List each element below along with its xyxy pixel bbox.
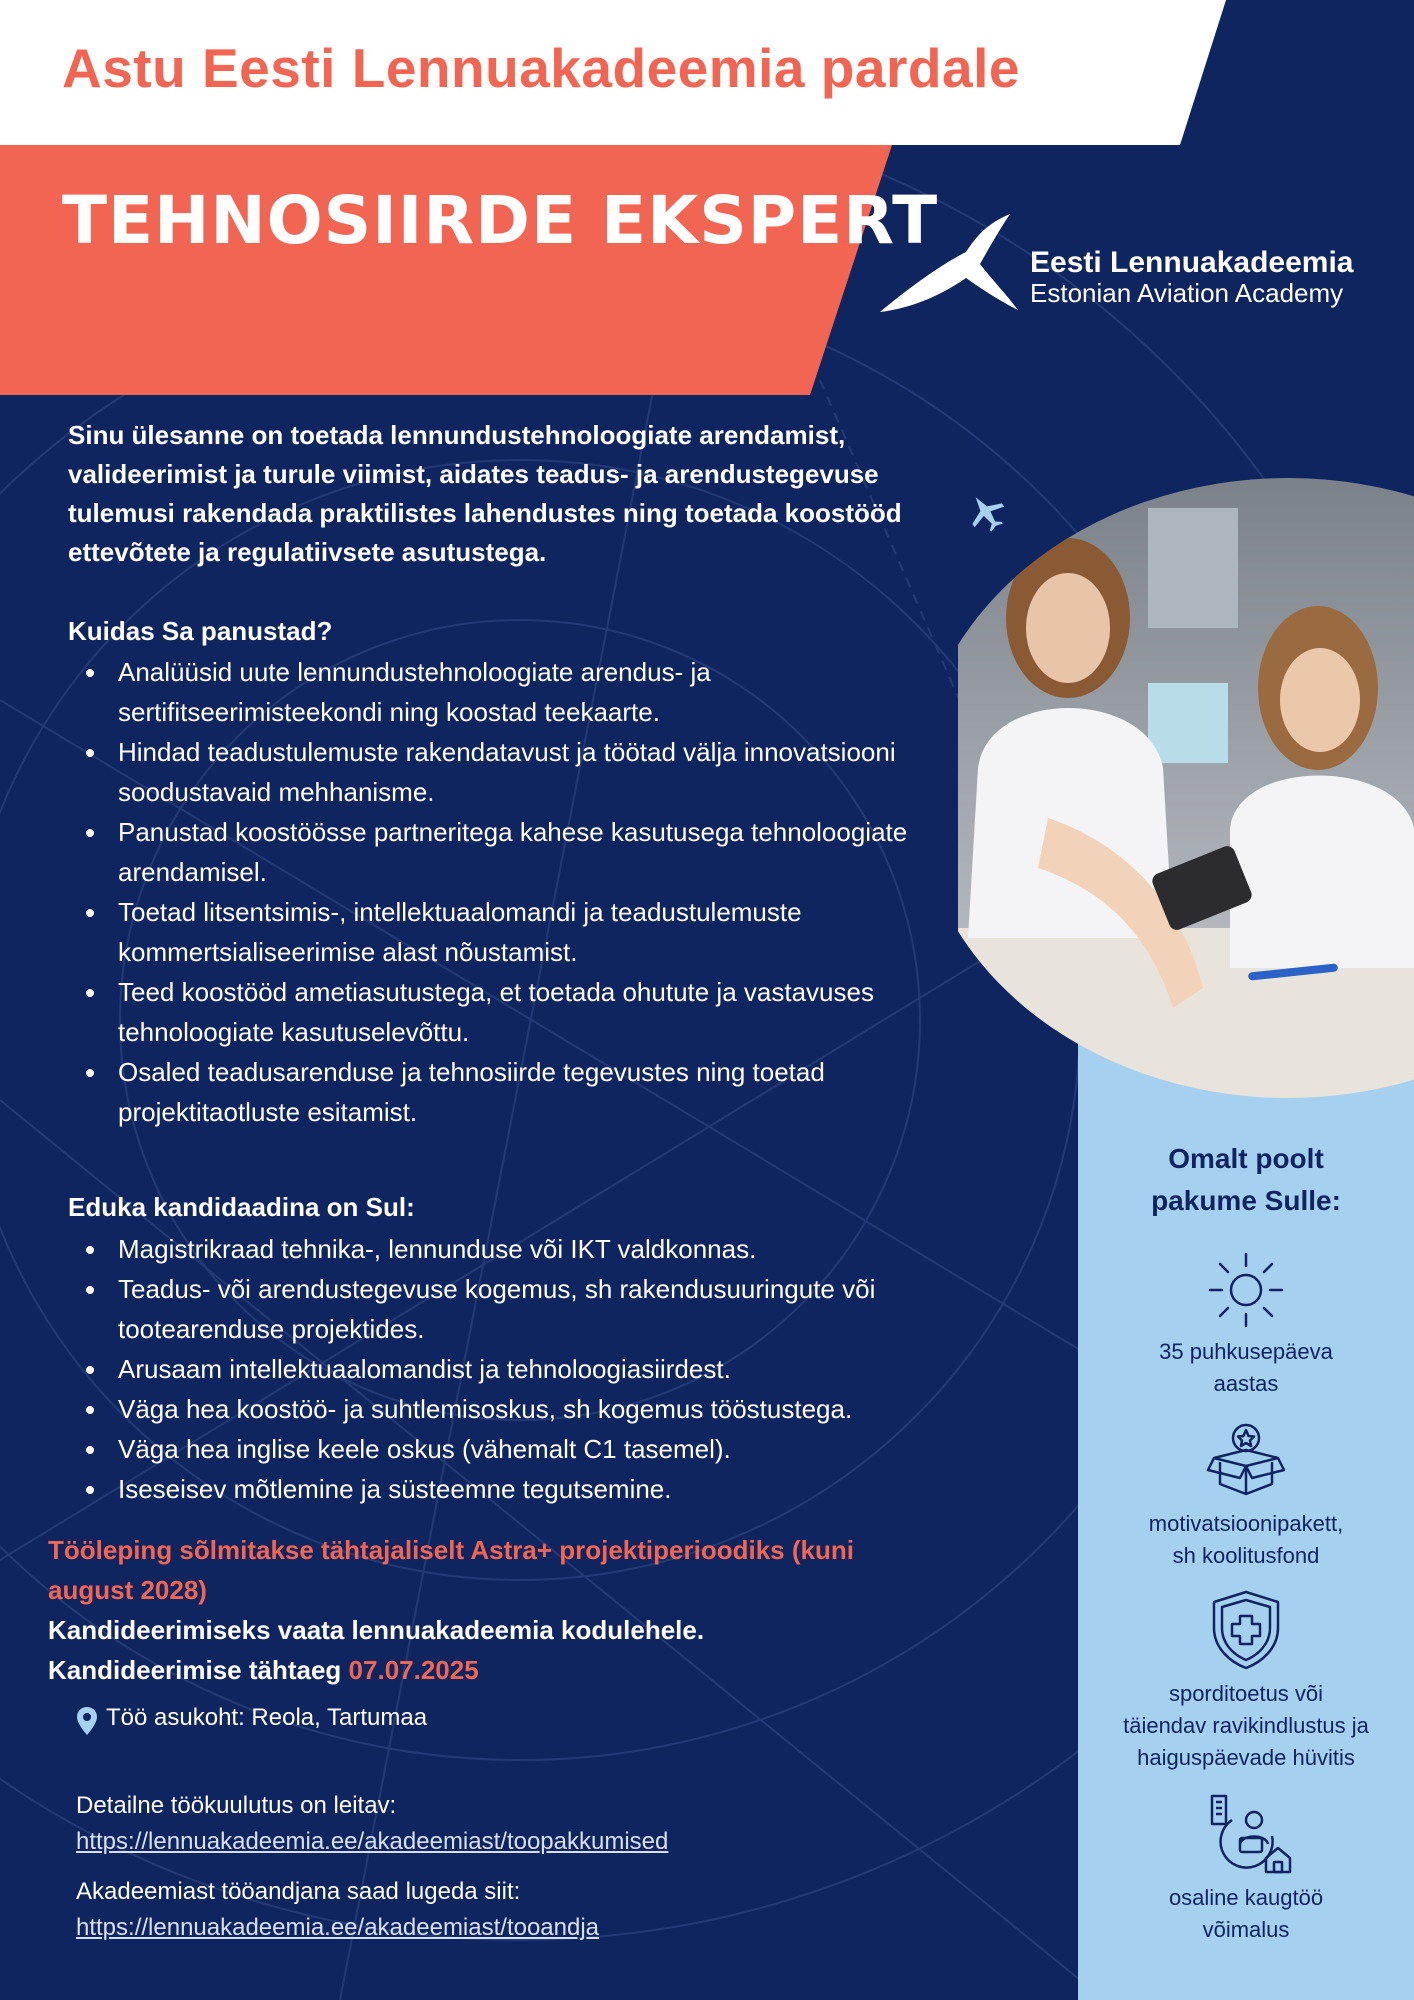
health-shield-icon xyxy=(1208,1590,1284,1670)
benefit-line: sh koolitusfond xyxy=(1172,1543,1320,1568)
list-item: Toetad litsentsimis-, intellektuaalomandi ja teadustulemuste kommertsialiseerimise alast nõustamist. xyxy=(68,892,948,972)
deadline-line xyxy=(48,1650,1048,1690)
benefits-heading-line2: pakume Sulle: xyxy=(1151,1185,1341,1216)
list-item: Väga hea inglise keele oskus (vähemalt C1 tasemel). xyxy=(68,1429,1048,1469)
benefit-remote-work xyxy=(1078,1882,1414,1946)
benefit-line: aastas xyxy=(1213,1371,1279,1396)
benefit-line: sporditoetus või xyxy=(1168,1681,1324,1706)
location-pin-icon xyxy=(76,1706,98,1736)
detail-link[interactable]: https://lennuakadeemia.ee/akadeemiast/toopakkumised xyxy=(76,1828,669,1855)
bird-wing-logo-icon xyxy=(876,212,1021,318)
deadline-date: 07.07.2025 xyxy=(348,1655,479,1685)
list-item: Analüüsid uute lennundustehnoloogiate arendus- ja sertifitseerimisteekondi ning koostad teekaarte. xyxy=(68,652,948,732)
benefits-heading-line1: Omalt poolt xyxy=(1168,1143,1324,1174)
requirements-list xyxy=(68,1229,1048,1509)
list-item: Teadus- või arendustegevuse kogemus, sh rakendusuuringute või tootearenduse projektides. xyxy=(68,1269,1048,1349)
list-item: Hindad teadustulemuste rakendatavust ja töötad välja innovatsiooni soodustavaid mehhanisme. xyxy=(68,732,948,812)
list-item: Väga hea koostöö- ja suhtlemisoskus, sh kogemus tööstustega. xyxy=(68,1389,1048,1429)
list-item: Teed koostööd ametiasutustega, et toetada ohutute ja vastavuses tehnoloogiate kasutuselevõttu. xyxy=(68,972,948,1052)
benefit-line: haiguspäevade hüvitis xyxy=(1137,1745,1355,1770)
detail-label: Detailne töökuulutus on leitav: xyxy=(76,1792,397,1819)
logo-subtitle: Estonian Aviation Academy xyxy=(1030,278,1344,308)
tasks-list xyxy=(68,652,948,1132)
intro-paragraph: Sinu ülesanne on toetada lennundustehnoloogiate arendamist, valideerimist ja turule viimist, aidates teadus- ja arendustegevuse tulemusi rakendada praktilistes lahendustes ning toetada koostööd ettevõtete ja regulatiivsete asutustega. xyxy=(68,420,902,567)
benefit-health xyxy=(1078,1678,1414,1774)
photo-two-cadets-with-tablet xyxy=(958,468,1414,1108)
deadline-label: Kandideerimise tähtaeg xyxy=(48,1655,342,1685)
apply-line: Kandideerimiseks vaata lennuakadeemia kodulehele. xyxy=(48,1615,705,1645)
benefit-line: täiendav ravikindlustus ja xyxy=(1123,1713,1369,1738)
list-item: Panustad koostöösse partneritega kahese kasutusega tehnoloogiate arendamisel. xyxy=(68,812,948,892)
benefit-line: motivatsioonipakett, xyxy=(1148,1511,1344,1536)
benefit-line: võimalus xyxy=(1202,1917,1290,1942)
remote-work-icon xyxy=(1210,1794,1292,1874)
page-tagline: Astu Eesti Lennuakadeemia pardale xyxy=(62,37,1020,99)
benefit-line: 35 puhkusepäeva xyxy=(1159,1339,1333,1364)
requirements-heading: Eduka kandidaadina on Sul: xyxy=(68,1192,415,1222)
employer-link[interactable]: https://lennuakadeemia.ee/akadeemiast/tooandja xyxy=(76,1914,600,1941)
benefits-heading xyxy=(1078,1138,1414,1222)
benefit-motivation xyxy=(1078,1508,1414,1572)
contract-note xyxy=(48,1530,908,1610)
logo-name: Eesti Lennuakadeemia xyxy=(1030,246,1354,279)
benefit-line: osaline kaugtöö xyxy=(1168,1885,1324,1910)
job-title: TEHNOSIIRDE EKSPERT xyxy=(62,182,939,259)
sun-icon xyxy=(1206,1250,1286,1330)
employer-label: Akadeemiast tööandjana saad lugeda siit: xyxy=(76,1878,521,1905)
list-item: Iseseisev mõtlemine ja süsteemne tegutsemine. xyxy=(68,1469,1048,1509)
list-item: Magistrikraad tehnika-, lennunduse või IKT valdkonnas. xyxy=(68,1229,1048,1269)
list-item: Osaled teadusarenduse ja tehnosiirde tegevustes ning toetad projektitaotluste esitamist. xyxy=(68,1052,948,1132)
list-item: Arusaam intellektuaalomandist ja tehnoloogiasiirdest. xyxy=(68,1349,1048,1389)
benefit-vacation xyxy=(1078,1336,1414,1400)
gift-box-icon xyxy=(1206,1418,1286,1498)
tasks-heading: Kuidas Sa panustad? xyxy=(68,616,333,646)
apply-info xyxy=(48,1610,1048,1690)
location-text: Töö asukoht: Reola, Tartumaa xyxy=(106,1704,428,1731)
contract-text: Tööleping sõlmitakse tähtajaliselt Astra+ projektiperioodiks (kuni august 2028) xyxy=(48,1535,854,1605)
